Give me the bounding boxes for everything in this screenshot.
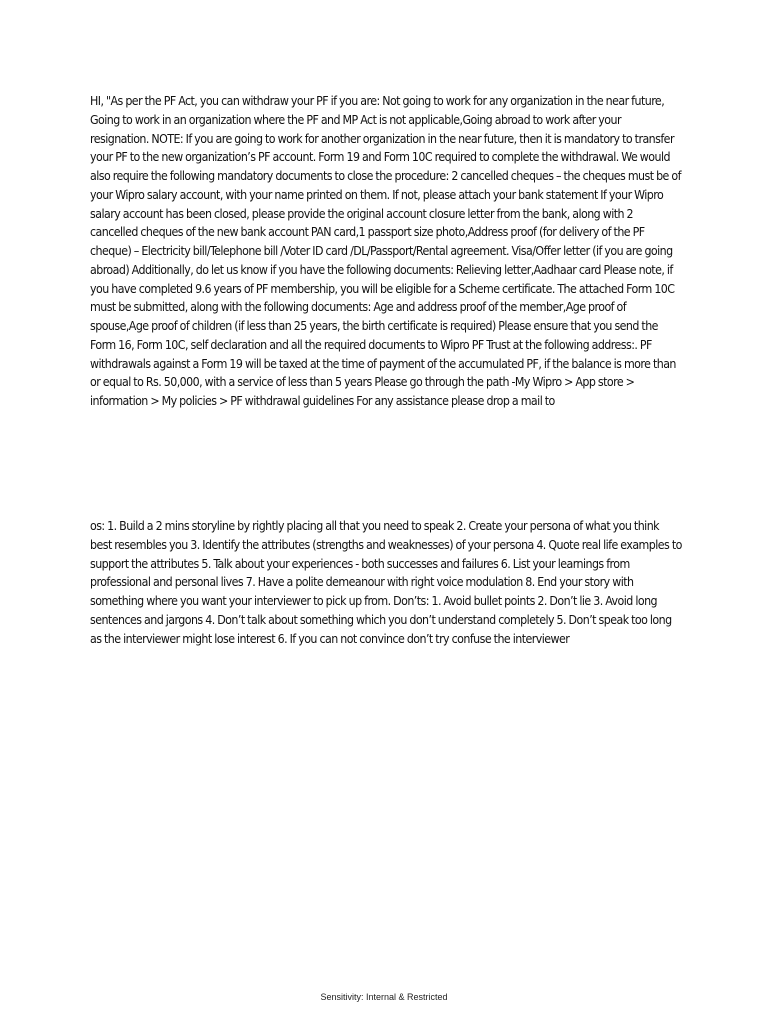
pf-withdrawal-paragraph: HI, "As per the PF Act, you can withdraw your PF if you are: Not going to work for any organization in the near future, Going to work in an organization where the PF and MP Act is not applicable,Going abroad to work after your resignation. NOTE: If you are going to work for another organization in the near future, then it is mandatory to transfer your PF to the new organization’s PF account. Form 19 and Form 10C required to complete the withdrawal. We would also require the following mandatory documents to close the procedure: 2 cancelled cheques – the cheques must be of your Wipro salary account, with your name printed on them. If not, please attach your bank statement If your Wipro salary account has been closed, please provide the original account closure letter from the bank, along with 2 cancelled cheques of the new bank account PAN card,1 passport size photo,Address proof (for delivery of the PF cheque) – Electricity bill/Telephone bill /Voter ID card /DL/Passport/Rental agreement. Visa/Offer letter (if you are going abroad) Additionally, do let us know if you have the following documents: Relieving letter,Aadhaar card Please note, if you have completed 9.6 years of PF membership, you will be eligible for a Scheme certificate. The attached Form 10C must be submitted, along with the following documents: Age and address proof of the member,Age proof of spouse,Age proof of children (if less than 25 years, the birth certificate is required) Please ensure that you send the Form 16, Form 10C, self declaration and all the required documents to Wipro PF Trust at the following address:. PF withdrawals against a Form 19 will be taxed at the time of payment of the accumulated PF, if the balance is more than or equal to Rs. 50,000, with a service of less than 5 years Please go through the path -My Wipro > App store > information > My policies > PF withdrawal guidelines For any assistance please drop a mail to [90,94,681,408]
sensitivity-footer: Sensitivity: Internal & Restricted [320,992,448,1002]
interview-tips-paragraph: os: 1. Build a 2 mins storyline by rightly placing all that you need to speak 2. Create your persona of what you think best resembles you 3. Identify the attributes (strengths and weaknesses) of your persona 4. Quote real life examples to support the attributes 5. Talk about your experiences - both successes and failures 6. List your learnings from professional and personal lives 7. Have a polite demeanour with right voice modulation 8. End your story with something where you want your interviewer to pick up from. Don’ts: 1. Avoid bullet points 2. Don’t lie 3. Avoid long sentences and jargons 4. Don’t talk about something which you don’t understand completely 5. Don’t speak too long as the interviewer might lose interest 6. If you can not convince don’t try confuse the interviewer [90,519,682,646]
